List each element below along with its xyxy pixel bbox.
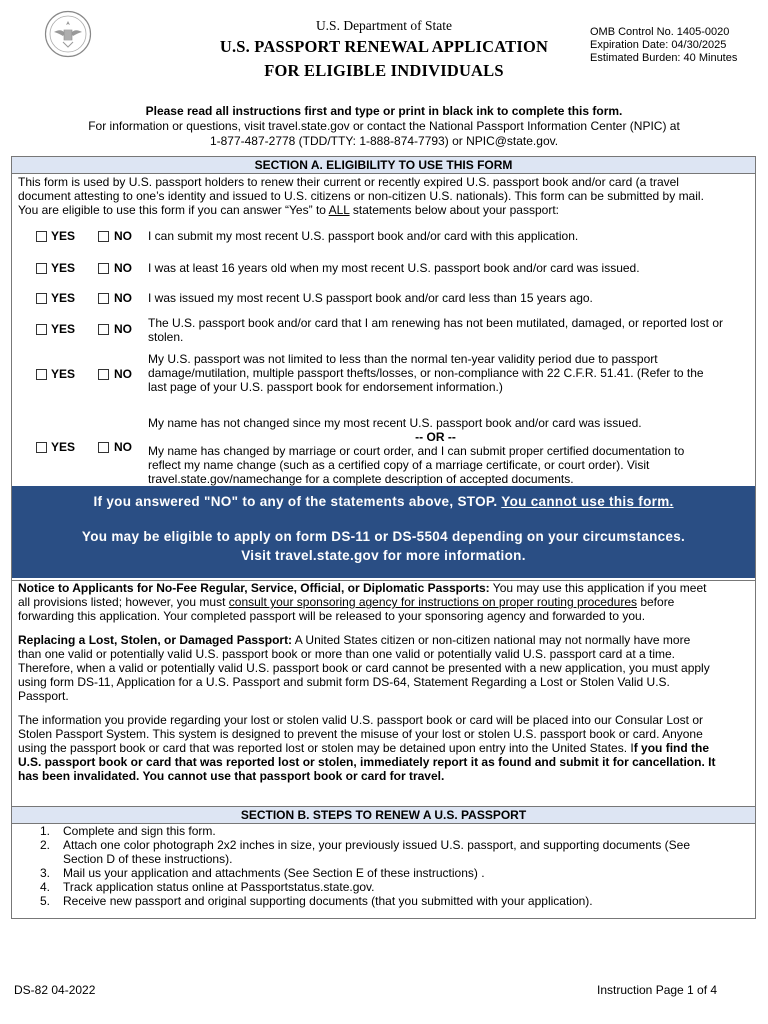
step-text: Attach one color photograph 2x2 inches in size, your previously issued U.S. passport, and supporting documents (See xyxy=(63,838,691,852)
replacing-line: Therefore, when a valid or potentially valid U.S. passport book or card cannot be presented with a new application, you must apply xyxy=(18,661,710,675)
yes-label: YES xyxy=(51,440,76,454)
omb-control-number: OMB Control No. 1405-0020 xyxy=(590,26,730,38)
text-span: A United States citizen or non-citizen national may not normally have more xyxy=(292,633,691,647)
step-text: Receive new passport and original supporting documents (that you submitted with your application). xyxy=(63,894,593,908)
cannot-use-emphasis: You cannot use this form. xyxy=(501,494,674,509)
or-separator: -- OR -- xyxy=(415,430,456,444)
step-item xyxy=(12,880,755,894)
replacing-heading: Replacing a Lost, Stolen, or Damaged Passport: xyxy=(18,633,293,647)
no-checkbox[interactable] xyxy=(98,442,109,453)
info-line: U.S. passport book or card that was reported lost or stolen, immediately report it as found and submit it for cancellation. It xyxy=(18,755,716,769)
statement-line: I can submit my most recent U.S. passport book and/or card with this application. xyxy=(148,229,579,243)
yes-checkbox[interactable] xyxy=(36,324,47,335)
banner-line-2: You may be eligible to apply on form DS-11 or DS-5504 depending on your circumstances. xyxy=(81,529,686,544)
info-line: The information you provide regarding your lost or stolen valid U.S. passport book or card will be placed into our Consular Lost or xyxy=(18,713,704,727)
step-text: Mail us your application and attachments (See Section E of these instructions) . xyxy=(63,866,485,880)
text-span: You may use this application if you meet xyxy=(489,581,707,595)
text-span: You are eligible to use this form if you can answer “Yes” to xyxy=(18,203,329,217)
no-checkbox[interactable] xyxy=(98,263,109,274)
statement-line: My name has changed by marriage or court order, and I can submit proper certified documentation to xyxy=(148,444,685,458)
yes-label: YES xyxy=(51,261,76,275)
step-item xyxy=(12,866,755,880)
yes-checkbox[interactable] xyxy=(36,369,47,380)
statement-line: My name has not changed since my most recent U.S. passport book and/or card was issued. xyxy=(148,416,642,430)
statement-text xyxy=(148,229,753,243)
step-number: 1. xyxy=(40,824,51,838)
statement-line: last page of your U.S. passport book for endorsement information.) xyxy=(148,380,503,394)
statement-line: My U.S. passport was not limited to less than the normal ten-year validity period due to passport xyxy=(148,352,658,366)
all-emphasis: ALL xyxy=(328,203,350,217)
text-span: using the passport book or card that was reported lost or stolen may be detained upon entry into the United States. I xyxy=(18,741,634,755)
step-text: Section D of these instructions). xyxy=(63,852,233,866)
notice-section xyxy=(12,580,755,783)
statement-line: I was at least 16 years old when my most recent U.S. passport book and/or card was issued. xyxy=(148,261,640,275)
notice-line: forwarding this application. Your completed passport will be released to your sponsoring agency and forwarded to you. xyxy=(18,609,646,623)
yes-checkbox[interactable] xyxy=(36,263,47,274)
yes-label: YES xyxy=(51,322,76,336)
no-checkbox[interactable] xyxy=(98,324,109,335)
statement-text xyxy=(148,352,753,394)
section-a xyxy=(11,156,756,919)
section-b-heading: SECTION B. STEPS TO RENEW A U.S. PASSPORT xyxy=(12,807,755,824)
yes-label: YES xyxy=(51,291,76,305)
no-checkbox[interactable] xyxy=(98,369,109,380)
statement-text xyxy=(148,316,753,344)
no-label: NO xyxy=(114,322,132,336)
yes-checkbox[interactable] xyxy=(36,293,47,304)
step-item xyxy=(12,824,755,838)
stop-warning-banner xyxy=(12,486,755,578)
step-number: 4. xyxy=(40,880,51,894)
omb-estimated-burden: Estimated Burden: 40 Minutes xyxy=(590,52,738,64)
spacer xyxy=(12,623,755,633)
section-a-intro-line: document attesting to one’s identity and issued to U.S. citizens or non-citizen U.S. nationals). This form can be submitted by mail. xyxy=(18,189,704,203)
notice-line xyxy=(12,581,755,595)
statement-line: damage/mutilation, multiple passport thefts/losses, or non-compliance with 22 C.F.R. 51.41. (Refer to the xyxy=(148,366,704,380)
step-item xyxy=(12,894,755,908)
form-id: DS-82 04-2022 xyxy=(14,983,96,997)
section-a-intro-line: This form is used by U.S. passport holders to renew their current or recently expired U.S. passport book and/or card (a travel xyxy=(18,175,679,189)
step-number: 3. xyxy=(40,866,51,880)
notice-line xyxy=(12,595,755,609)
text-span: statements below about your passport: xyxy=(349,203,559,217)
step-text: Complete and sign this form. xyxy=(63,824,216,838)
form-title-line-2: FOR ELIGIBLE INDIVIDUALS xyxy=(264,61,504,80)
banner-line-1 xyxy=(12,494,755,509)
statement-line: travel.state.gov/namechange for a complete description of accepted documents. xyxy=(148,472,574,486)
text-span: all provisions listed; however, you must xyxy=(18,595,229,609)
no-checkbox[interactable] xyxy=(98,231,109,242)
step-item xyxy=(12,838,755,866)
info-line: has been invalidated. You cannot use that passport book or card for travel. xyxy=(18,769,445,783)
replacing-line: using form DS-11, Application for a U.S. Passport and submit form DS-64, Statement Regarding a Lost or Stolen Valid U.S. xyxy=(18,675,670,689)
omb-expiration-date: Expiration Date: 04/30/2025 xyxy=(590,39,727,51)
no-label: NO xyxy=(114,367,132,381)
section-a-heading: SECTION A. ELIGIBILITY TO USE THIS FORM xyxy=(12,157,755,174)
step-number: 2. xyxy=(40,838,51,852)
statement-line: reflect my name change (such as a certified copy of a marriage certificate, or court order). Visit xyxy=(148,458,650,472)
statement-text xyxy=(148,416,753,486)
replacing-line: Passport. xyxy=(18,689,69,703)
no-label: NO xyxy=(114,291,132,305)
replacing-line xyxy=(12,633,755,647)
yes-checkbox[interactable] xyxy=(36,442,47,453)
yes-label: YES xyxy=(51,229,76,243)
text-span: If you answered "NO" to any of the statements above, STOP. xyxy=(93,494,502,509)
yes-label: YES xyxy=(51,367,76,381)
statement-line: The U.S. passport book and/or card that I am renewing has not been mutilated, damaged, or reported lost or xyxy=(148,316,723,330)
text-span: f you find the xyxy=(633,741,710,755)
consult-agency-emphasis: consult your sponsoring agency for instructions on proper routing procedures xyxy=(228,595,637,609)
state-department-seal-icon xyxy=(44,10,92,58)
spacer xyxy=(12,703,755,713)
page-number: Instruction Page 1 of 4 xyxy=(597,983,718,997)
section-a-intro xyxy=(12,174,755,217)
department-name: U.S. Department of State xyxy=(315,18,453,33)
notice-heading: Notice to Applicants for No-Fee Regular, Service, Official, or Diplomatic Passports: xyxy=(18,581,490,595)
omb-info xyxy=(590,26,737,65)
statement-line: stolen. xyxy=(148,330,184,344)
statement-text xyxy=(148,291,753,305)
replacing-line: than one valid or potentially valid U.S. passport book or more than one valid or potentially valid U.S. passport card at a time. xyxy=(18,647,676,661)
no-label: NO xyxy=(114,261,132,275)
statement-text xyxy=(148,261,753,275)
no-checkbox[interactable] xyxy=(98,293,109,304)
section-b xyxy=(12,806,755,908)
info-line: Stolen Passport System. This system is designed to prevent the misuse of your lost or stolen U.S. passport book or card. Anyone xyxy=(18,727,703,741)
step-number: 5. xyxy=(40,894,51,908)
form-title-line-1: U.S. PASSPORT RENEWAL APPLICATION xyxy=(219,37,549,56)
section-a-intro-line xyxy=(18,203,749,217)
info-line xyxy=(12,741,755,755)
step-text: Track application status online at Passportstatus.state.gov. xyxy=(63,880,375,894)
no-label: NO xyxy=(114,440,132,454)
intro-instructions xyxy=(0,104,768,149)
intro-line-3: 1-877-487-2778 (TDD/TTY: 1-888-874-7793) or NPIC@state.gov. xyxy=(209,134,559,148)
form-header xyxy=(150,18,618,82)
intro-line-2: For information or questions, visit travel.state.gov or contact the National Passport Information Center (NPIC) at xyxy=(88,119,680,133)
no-label: NO xyxy=(114,229,132,243)
statement-line: I was issued my most recent U.S passport book and/or card less than 15 years ago. xyxy=(148,291,593,305)
steps-list xyxy=(12,824,755,908)
text-span: before xyxy=(637,595,675,609)
yes-checkbox[interactable] xyxy=(36,231,47,242)
banner-line-3: Visit travel.state.gov for more information. xyxy=(241,548,526,563)
intro-bold-line: Please read all instructions first and type or print in black ink to complete this form. xyxy=(145,104,623,118)
